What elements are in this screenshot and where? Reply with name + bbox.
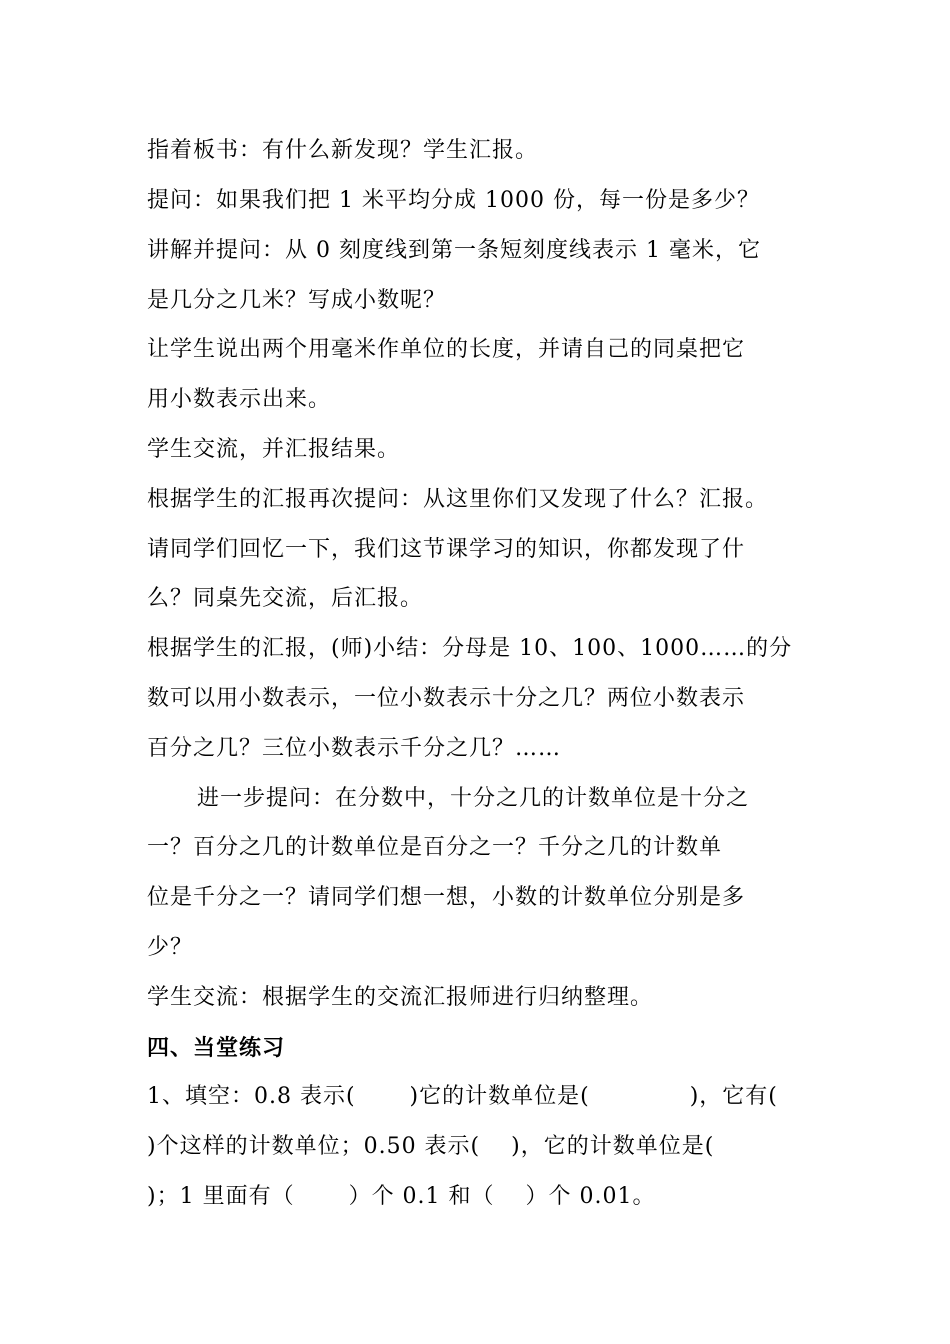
paragraph-line: 指着板书：有什么新发现？学生汇报。 [147, 138, 539, 163]
section-heading: 四、当堂练习 [147, 1035, 286, 1061]
paragraph-line: 少？ [147, 935, 194, 960]
paragraph-line: 用小数表示出来。 [147, 387, 332, 412]
paragraph-line: 讲解并提问：从 0 刻度线到第一条短刻度线表示 1 毫米，它 [147, 238, 761, 263]
paragraph-line: 提问：如果我们把 1 米平均分成 1000 份，每一份是多少？ [147, 188, 760, 213]
paragraph-line: 根据学生的汇报，(师)小结：分母是 10、100、1000……的分 [147, 636, 793, 661]
paragraph-line: 位是千分之一？请同学们想一想，小数的计数单位分别是多 [147, 885, 746, 910]
exercise-line: )；1 里面有（ ）个 0.1 和（ ）个 0.01。 [147, 1184, 656, 1209]
paragraph-line: 一？百分之几的计数单位是百分之一？千分之几的计数单 [147, 835, 723, 860]
paragraph-line: 数可以用小数表示，一位小数表示十分之几？两位小数表示 [147, 686, 746, 711]
exercise-line: )个这样的计数单位；0.50 表示( )，它的计数单位是( [147, 1134, 715, 1159]
paragraph-line: 是几分之几米？写成小数呢？ [147, 288, 447, 313]
paragraph-line: 请同学们回忆一下，我们这节课学习的知识，你都发现了什 [147, 537, 746, 562]
paragraph-line: 根据学生的汇报再次提问：从这里你们又发现了什么？汇报。 [147, 487, 769, 512]
paragraph-line: 学生交流：根据学生的交流汇报师进行归纳整理。 [147, 985, 654, 1010]
paragraph-line: 进一步提问：在分数中，十分之几的计数单位是十分之 [197, 786, 750, 811]
paragraph-line: 学生交流，并汇报结果。 [147, 437, 401, 462]
paragraph-line: 么？同桌先交流，后汇报。 [147, 586, 424, 611]
paragraph-line: 百分之几？三位小数表示千分之几？…… [147, 736, 562, 761]
exercise-line: 1、填空：0.8 表示( )它的计数单位是( )，它有( [147, 1084, 778, 1109]
paragraph-line: 让学生说出两个用毫米作单位的长度，并请自己的同桌把它 [147, 337, 746, 362]
